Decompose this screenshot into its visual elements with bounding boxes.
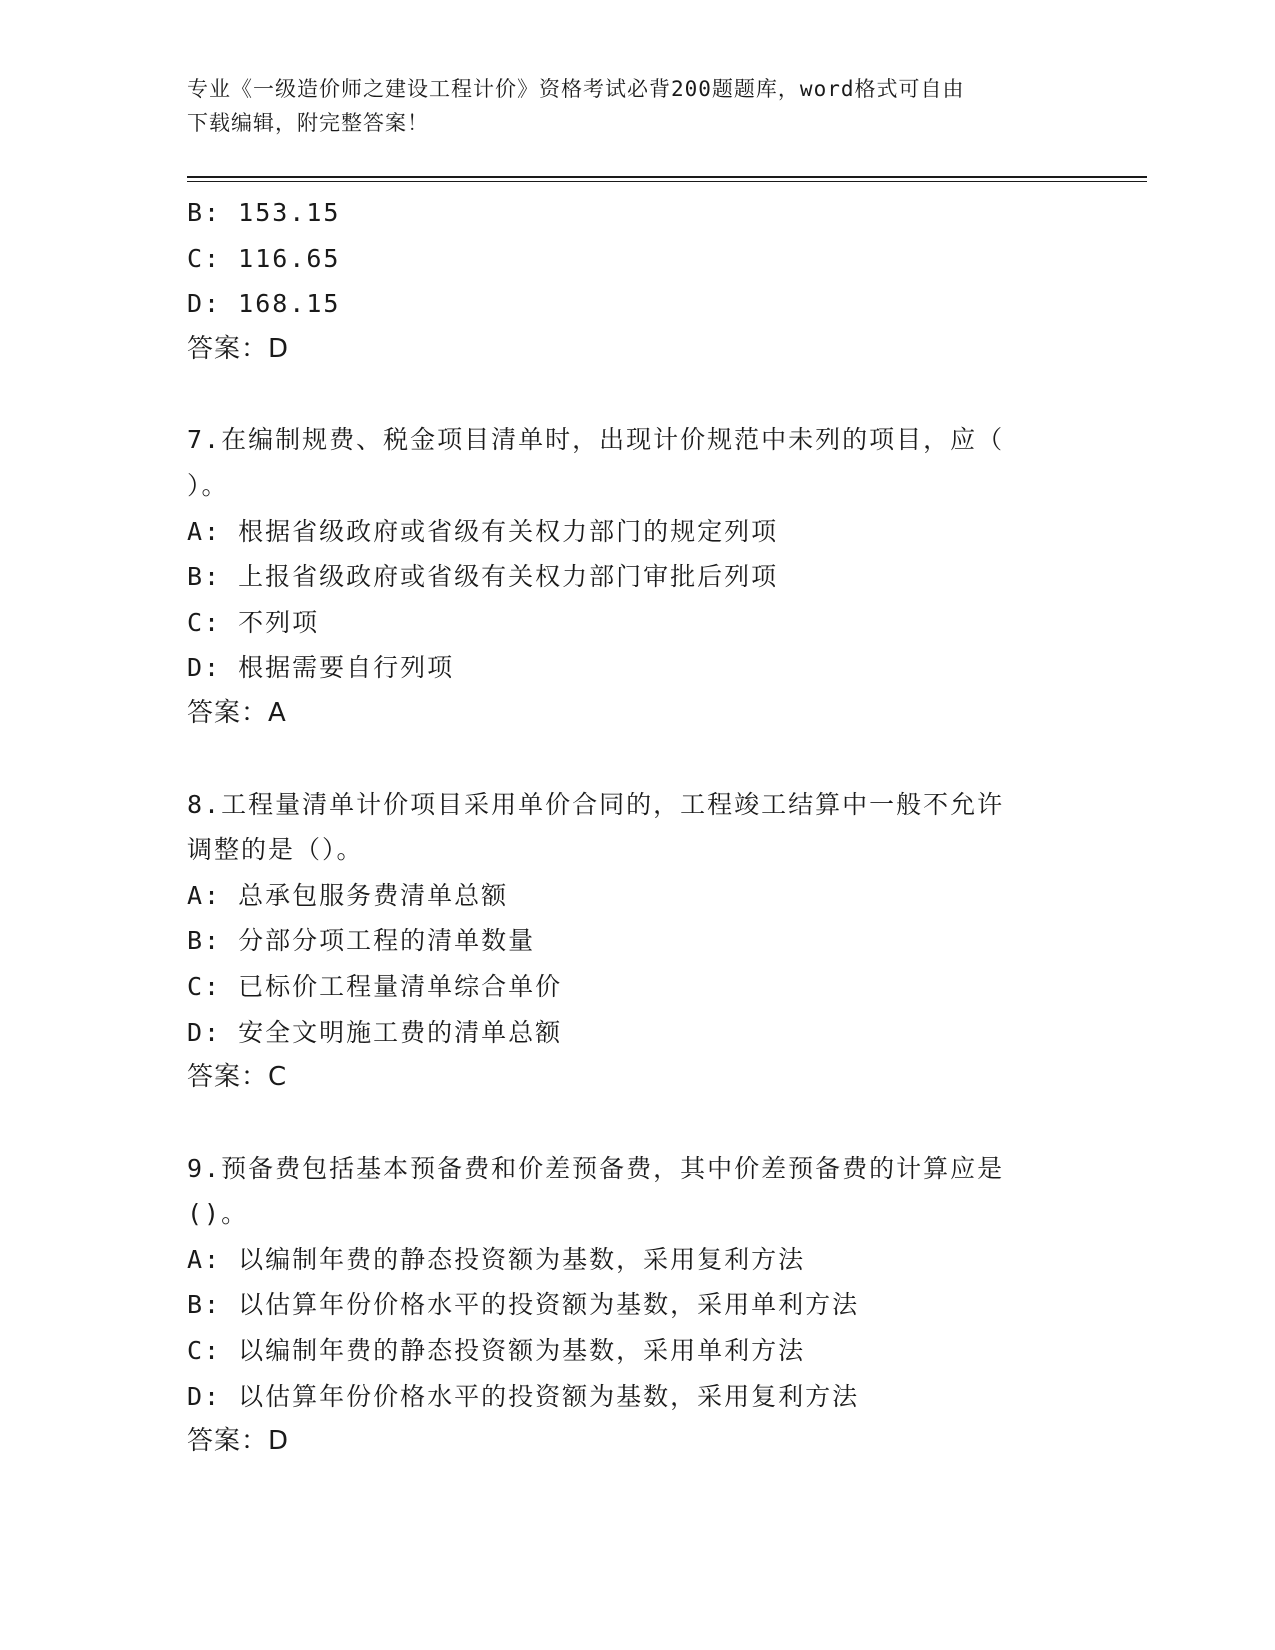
header-line-2: 下载编辑，附完整答案！ xyxy=(187,111,429,135)
question-stem: 9.预备费包括基本预备费和价差预备费，其中价差预备费的计算应是 xyxy=(187,1153,1005,1183)
option-a: A: 总承包服务费清单总额 xyxy=(187,880,509,910)
document-header xyxy=(187,72,1067,140)
option-b: B: 153.15 xyxy=(187,198,341,227)
header-line-1: 专业《一级造价师之建设工程计价》资格考试必背200题题库，word格式可自由 xyxy=(187,77,965,101)
option-c: C: 116.65 xyxy=(187,243,341,273)
answer-line: 答案：A xyxy=(187,697,287,728)
question-9 xyxy=(187,1146,1067,1465)
option-b: B: 分部分项工程的清单数量 xyxy=(187,926,536,956)
option-d: D: 安全文明施工费的清单总额 xyxy=(187,1017,563,1047)
header-divider-thick xyxy=(187,176,1147,178)
option-d: D: 168.15 xyxy=(187,289,341,319)
option-a: A: 根据省级政府或省级有关权力部门的规定列项 xyxy=(187,516,779,546)
option-b: B: 以估算年份价格水平的投资额为基数，采用单利方法 xyxy=(187,1290,860,1320)
option-d: D: 以估算年份价格水平的投资额为基数，采用复利方法 xyxy=(187,1381,860,1411)
option-c: C: 以编制年费的静态投资额为基数，采用单利方法 xyxy=(187,1336,806,1366)
question-stem-cont: 调整的是（）。 xyxy=(187,835,364,865)
question-8 xyxy=(187,782,1067,1101)
question-stem-cont: ）。 xyxy=(187,470,229,500)
header-divider-thin xyxy=(187,181,1147,182)
option-c: C: 已标价工程量清单综合单价 xyxy=(187,971,563,1001)
option-d: D: 根据需要自行列项 xyxy=(187,653,455,683)
option-a: A: 以编制年费的静态投资额为基数，采用复利方法 xyxy=(187,1244,806,1274)
answer-line: 答案：D xyxy=(187,1426,290,1457)
question-stem: 7.在编制规费、税金项目清单时，出现计价规范中未列的项目，应（ xyxy=(187,425,1005,455)
document-body xyxy=(187,190,1067,1465)
question-stem-cont: ()。 xyxy=(187,1199,249,1229)
question-stem: 8.工程量清单计价项目采用单价合同的，工程竣工结算中一般不允许 xyxy=(187,789,1005,819)
question-7 xyxy=(187,417,1067,736)
option-c: C: 不列项 xyxy=(187,607,320,637)
answer-line: 答案：D xyxy=(187,333,290,364)
answer-line: 答案：C xyxy=(187,1062,288,1093)
option-b: B: 上报省级政府或省级有关权力部门审批后列项 xyxy=(187,562,779,592)
question-6-tail xyxy=(187,190,1067,372)
